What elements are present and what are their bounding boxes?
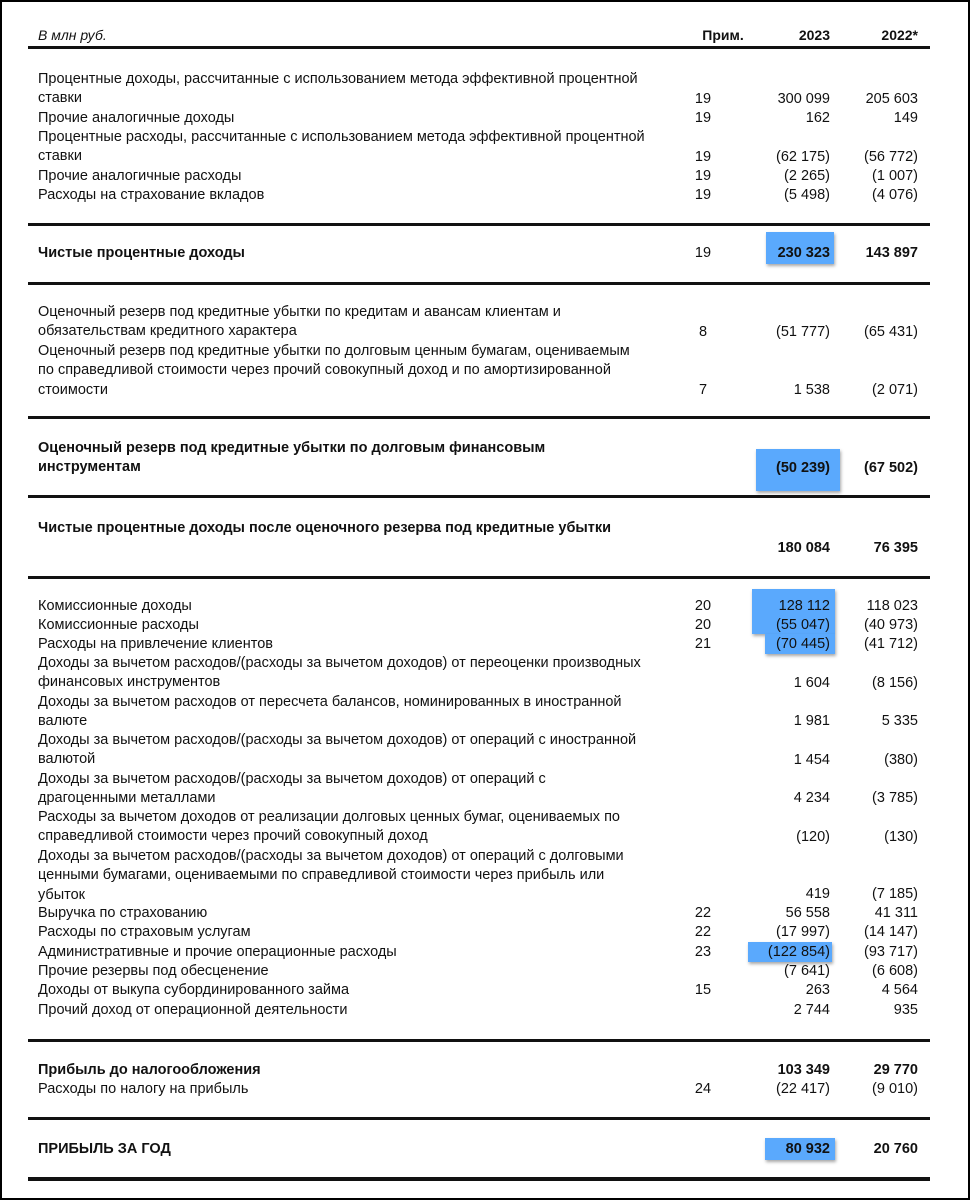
table-row	[38, 342, 930, 400]
table-row	[38, 1001, 930, 1020]
row-value-2022: 41 311	[874, 904, 918, 921]
row-label: Прибыль до налогообложения	[38, 1062, 261, 1078]
row-label: Доходы за вычетом расходов/(расходы за вычетом доходов) от операций с иностранной валютой	[38, 732, 637, 768]
row-label: Доходы за вычетом расходов/(расходы за вычетом доходов) от операций с долговыми ценными бумагами, оцениваемыми по справедливой стоимости через прибыль или убыток	[38, 848, 624, 903]
row-label: Доходы за вычетом расходов от пересчета балансов, номинированных в иностранной валюте	[38, 694, 622, 730]
row-label: Административные и прочие операционные расходы	[38, 944, 397, 960]
row-value-2022: (2 071)	[872, 381, 918, 398]
row-value-2022: (67 502)	[863, 459, 918, 476]
row-value-2023: 1 538	[793, 381, 830, 398]
row-label: Прочие аналогичные доходы	[38, 110, 235, 126]
row-value-2022: (14 147)	[863, 923, 918, 940]
row-value-2022: (6 608)	[872, 962, 918, 979]
table-row	[38, 186, 930, 205]
table-row	[38, 808, 930, 847]
row-note: 20	[694, 597, 712, 614]
row-label: Доходы от выкупа субординированного займа	[38, 982, 350, 998]
row-value-2023: (122 854)	[767, 943, 830, 960]
row-value-2022: 4 564	[881, 981, 918, 998]
row-label: Прочие резервы под обесценение	[38, 963, 269, 979]
row-label: Процентные расходы, рассчитанные с использованием метода эффективной процентной ставки	[38, 129, 645, 165]
row-label: Процентные доходы, рассчитанные с использованием метода эффективной процентной ставки	[38, 71, 638, 107]
row-value-2023: 1 981	[793, 712, 830, 729]
row-label: Оценочный резерв под кредитные убытки по долговым ценным бумагам, оцениваемым по справедливой стоимости через прочий совокупный доход и по амортизированной стоимости	[38, 343, 630, 398]
row-value-2023: (50 239)	[775, 459, 830, 476]
row-value-2022: (8 156)	[872, 674, 918, 691]
subtotal-row	[38, 519, 930, 558]
table-row	[38, 731, 930, 770]
row-note: 19	[694, 109, 712, 126]
row-note: 19	[694, 167, 712, 184]
year-2023-header: 2023	[798, 27, 830, 43]
row-value-2022: 5 335	[881, 712, 918, 729]
row-label: Оценочный резерв под кредитные убытки по долговым финансовым инструментам	[38, 440, 546, 476]
row-value-2022: (93 717)	[863, 943, 918, 960]
row-label: Комиссионные расходы	[38, 617, 199, 633]
table-row	[38, 635, 930, 654]
table-row	[38, 654, 930, 693]
row-note: 19	[694, 186, 712, 203]
row-value-2022: 20 760	[873, 1140, 918, 1157]
row-value-2023: 4 234	[793, 789, 830, 806]
table-row	[38, 943, 930, 962]
row-value-2023: 1 604	[793, 674, 830, 691]
row-value-2022: (40 973)	[863, 616, 918, 633]
row-note: 21	[694, 635, 712, 652]
row-value-2022: (130)	[884, 828, 918, 845]
table-row	[38, 693, 930, 731]
row-label: Расходы за вычетом доходов от реализации долговых ценных бумаг, оцениваемых по справедливой стоимости через прочий совокупный доход	[38, 809, 620, 845]
row-value-2022: (4 076)	[872, 186, 918, 203]
table-row	[38, 303, 930, 342]
row-label: Чистые процентные доходы	[38, 245, 245, 261]
final-rule	[28, 1177, 930, 1181]
table-row	[38, 904, 930, 923]
row-value-2022: 118 023	[866, 597, 918, 614]
table-header	[38, 27, 930, 47]
year-2022-header: 2022*	[881, 27, 918, 43]
row-label: Оценочный резерв под кредитные убытки по кредитам и авансам клиентам и обязательствам кредитного характера	[38, 304, 561, 340]
total-row	[38, 1140, 930, 1159]
section-rule	[28, 1039, 930, 1042]
row-note: 7	[698, 381, 708, 398]
section-rule	[28, 576, 930, 579]
row-value-2023: (51 777)	[775, 323, 830, 340]
row-label: Доходы за вычетом расходов/(расходы за вычетом доходов) от переоценки производных финансовых инструментов	[38, 655, 641, 691]
note-column-header: Прим.	[702, 27, 744, 43]
table-row	[38, 128, 930, 167]
section-rule	[28, 416, 930, 419]
subtotal-row	[38, 439, 930, 478]
row-note: 19	[694, 148, 712, 165]
row-value-2022: (9 010)	[872, 1080, 918, 1097]
row-value-2023: 419	[805, 885, 830, 902]
table-row	[38, 109, 930, 128]
table-row	[38, 70, 930, 109]
row-label: ПРИБЫЛЬ ЗА ГОД	[38, 1141, 171, 1157]
row-value-2023: (7 641)	[784, 962, 830, 979]
row-label: Расходы по налогу на прибыль	[38, 1081, 249, 1097]
subtotal-row	[38, 1061, 930, 1080]
table-row	[38, 962, 930, 981]
row-value-2022: 76 395	[873, 539, 918, 556]
row-value-2022: (3 785)	[872, 789, 918, 806]
row-note: 24	[694, 1080, 712, 1097]
row-value-2023: 230 323	[777, 244, 830, 261]
row-note: 22	[694, 923, 712, 940]
row-label: Выручка по страхованию	[38, 905, 208, 921]
row-note: 19	[694, 90, 712, 107]
table-row	[38, 616, 930, 635]
row-label: Расходы на привлечение клиентов	[38, 636, 273, 652]
row-value-2023: (5 498)	[784, 186, 830, 203]
row-value-2023: 300 099	[777, 90, 830, 107]
row-value-2023: (120)	[796, 828, 830, 845]
row-label: Прочий доход от операционной деятельности	[38, 1002, 348, 1018]
row-label: Расходы на страхование вкладов	[38, 187, 265, 203]
row-note: 23	[694, 943, 712, 960]
row-value-2023: (17 997)	[775, 923, 830, 940]
row-label: Прочие аналогичные расходы	[38, 168, 242, 184]
row-label: Доходы за вычетом расходов/(расходы за вычетом доходов) от операций с драгоценными металлами	[38, 771, 546, 807]
row-label: Расходы по страховым услугам	[38, 924, 251, 940]
row-value-2022: (41 712)	[863, 635, 918, 652]
table-row	[38, 981, 930, 1000]
row-note: 22	[694, 904, 712, 921]
row-value-2022: (1 007)	[872, 167, 918, 184]
row-value-2023: 263	[805, 981, 830, 998]
row-value-2023: 80 932	[785, 1140, 830, 1157]
row-value-2022: (380)	[884, 751, 918, 768]
row-note: 15	[694, 981, 712, 998]
row-value-2022: 29 770	[873, 1061, 918, 1078]
row-note: 8	[698, 323, 708, 340]
row-value-2023: 2 744	[793, 1001, 830, 1018]
row-value-2023: 128 112	[778, 597, 830, 614]
section-rule	[28, 282, 930, 285]
row-value-2023: 56 558	[785, 904, 830, 921]
table-row	[38, 167, 930, 186]
row-value-2022: (56 772)	[863, 148, 918, 165]
row-value-2022: 143 897	[865, 244, 918, 261]
row-value-2023: 162	[805, 109, 830, 126]
table-row	[38, 770, 930, 808]
row-label: Комиссионные доходы	[38, 598, 192, 614]
row-value-2023: 180 084	[777, 539, 830, 556]
row-note: 19	[694, 244, 712, 261]
section-rule	[28, 495, 930, 498]
row-label: Чистые процентные доходы после оценочного резерва под кредитные убытки	[38, 520, 612, 536]
row-value-2023: 103 349	[777, 1061, 830, 1078]
row-value-2023: (70 445)	[775, 635, 830, 652]
row-value-2022: 935	[893, 1001, 918, 1018]
section-rule	[28, 1117, 930, 1120]
subtotal-row	[38, 244, 930, 263]
row-value-2023: 1 454	[793, 751, 830, 768]
row-value-2023: (62 175)	[775, 148, 830, 165]
row-value-2022: (7 185)	[872, 885, 918, 902]
section-rule	[28, 223, 930, 226]
row-value-2022: 149	[893, 109, 918, 126]
row-note: 20	[694, 616, 712, 633]
header-rule	[28, 46, 930, 49]
table-row	[38, 1080, 930, 1099]
table-row	[38, 597, 930, 616]
unit-label: В млн руб.	[38, 27, 107, 43]
table-row	[38, 923, 930, 942]
table-row	[38, 847, 930, 904]
row-value-2023: (55 047)	[775, 616, 830, 633]
row-value-2023: (22 417)	[775, 1080, 830, 1097]
row-value-2022: 205 603	[865, 90, 918, 107]
row-value-2022: (65 431)	[863, 323, 918, 340]
row-value-2023: (2 265)	[784, 167, 830, 184]
